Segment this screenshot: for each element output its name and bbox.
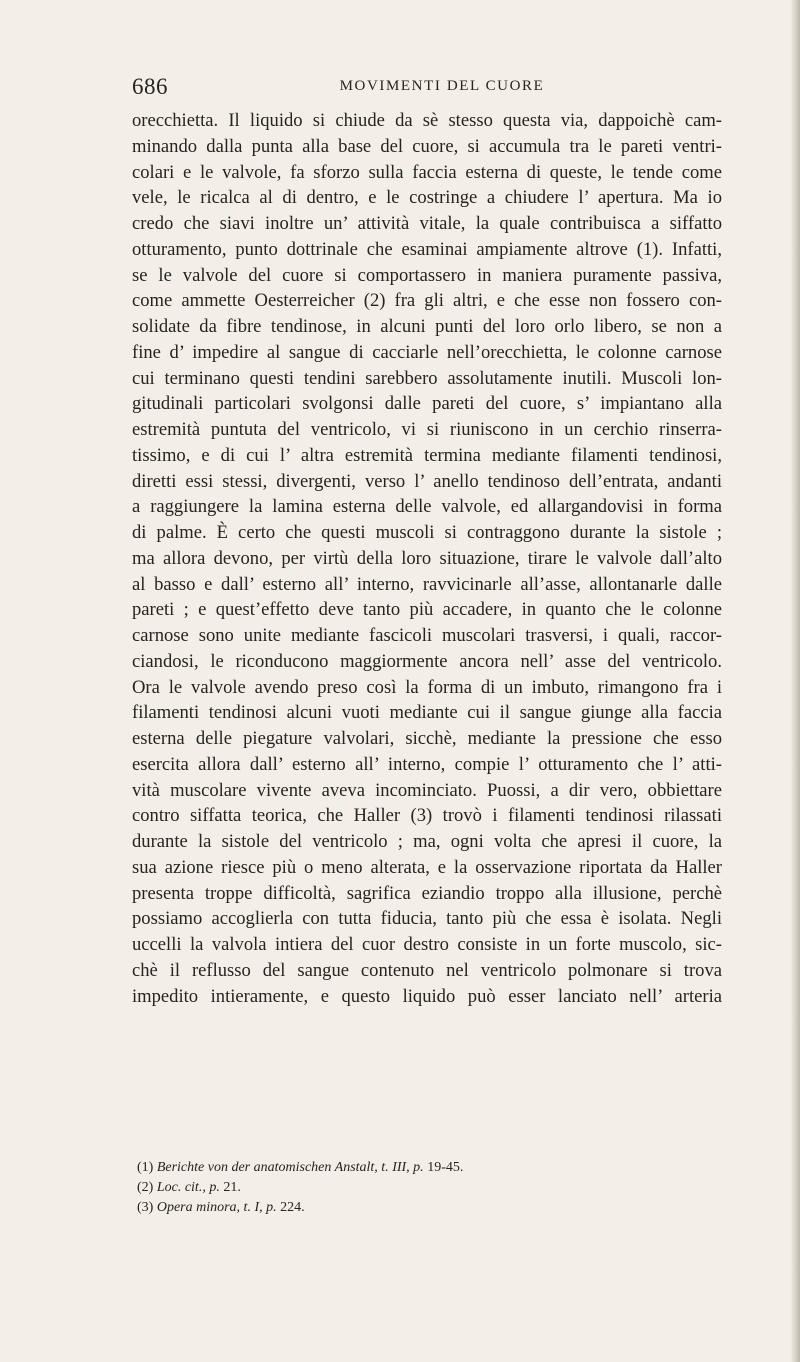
text-line: carnose sono unite mediante fascicoli muscolari trasversi, i quali, raccor- [132, 625, 722, 646]
text-line: diretti essi stessi, divergenti, verso l’ anello tendinoso dell’entrata, andanti [132, 470, 722, 492]
text-line: di palme. È certo che questi muscoli si contraggono durante la sistole ; [132, 522, 722, 543]
text-line: otturamento, punto dottrinale che esaminai ampiamente altrove (1). Infatti, [132, 238, 722, 260]
text-line: credo che siavi inoltre un’ attività vitale, la quale contribuisca a siffatto [132, 213, 722, 234]
text-line: come ammette Oesterreicher (2) fra gli altri, e che esse non fossero con- [132, 290, 722, 312]
text-line: esercita allora dall’ esterno all’ interno, compie l’ otturamento che l’ atti- [132, 753, 722, 775]
footnote-citation: Opera minora, t. I, p. [156, 1200, 277, 1215]
text-line: gitudinali particolari svolgonsi dalle pareti del cuore, s’ impiantano alla [132, 393, 722, 415]
page-number: 686 [132, 74, 168, 99]
text-line: vele, le ricalca al di dentro, e le costringe a chiudere l’ apertura. Ma io [132, 187, 722, 209]
footnote [137, 1158, 722, 1178]
footnote-mark: (2) [137, 1180, 154, 1195]
text-line: filamenti tendinosi alcuni vuoti mediante cui il sangue giunge alla faccia [132, 702, 722, 724]
text-line: possiamo accoglierla con tutta fiducia, tanto più che essa è isolata. Negli [132, 908, 722, 930]
text-line: ma allora devono, per virtù della loro situazione, tirare le valvole dall’alto [132, 547, 722, 569]
text-line: se le valvole del cuore si comportassero in maniera puramente passiva, [132, 264, 722, 286]
text-line: ciandosi, le riconducono maggiormente ancora nell’ asse del ventricolo. [132, 650, 722, 672]
text-line: presenta troppe difficoltà, sagrifica eziandio troppo alla illusione, perchè [132, 882, 722, 904]
text-line: minando dalla punta alla base del cuore, si accumula tra le pareti ventri- [132, 135, 722, 157]
footnote-citation: Berichte von der anatomischen Anstalt, t. III, p. [156, 1160, 424, 1175]
text-line: pareti ; e quest’effetto deve tanto più accadere, in quanto che le colonne [132, 599, 722, 621]
footnote-pages: 21. [223, 1180, 241, 1195]
text-line: uccelli la valvola intiera del cuor destro consiste in un forte muscolo, sic- [132, 934, 722, 955]
footnote-mark: (3) [137, 1200, 154, 1215]
text-line: cui terminano questi tendini sarebbero assolutamente inutili. Muscoli lon- [132, 367, 722, 389]
text-line: estremità puntuta del ventricolo, vi si riuniscono in un cerchio rinserra- [132, 419, 722, 440]
running-title: MOVIMENTI DEL CUORE [339, 78, 545, 94]
text-line: impedito intieramente, e questo liquido può esser lanciato nell’ arteria [132, 985, 722, 1007]
footnote-mark: (1) [137, 1160, 154, 1175]
footnote-pages: 19-45. [427, 1160, 464, 1175]
text-line: sua azione riesce più o meno alterata, e la osservazione riportata da Haller [132, 856, 722, 878]
body-text [132, 108, 722, 1009]
text-line: fine d’ impedire al sangue di cacciarle nell’orecchietta, le colonne carnose [132, 341, 722, 363]
footnote [137, 1178, 722, 1198]
footnote-citation: Loc. cit., p. [156, 1180, 220, 1195]
text-line: a raggiungere la lamina esterna delle valvole, ed allargandovisi in forma [132, 496, 722, 518]
text-line: durante la sistole del ventricolo ; ma, ogni volta che apresi il cuore, la [132, 831, 722, 852]
page-edge-shadow [790, 0, 800, 1362]
text-line: orecchietta. Il liquido si chiude da sè stesso questa via, dappoichè cam- [132, 110, 722, 131]
text-line: solidate da fibre tendinose, in alcuni punti del loro orlo libero, se non a [132, 316, 722, 337]
text-line: colari e le valvole, fa sforzo sulla faccia esterna di queste, le tende come [132, 161, 722, 183]
footnotes [137, 1158, 722, 1218]
text-line: esterna delle piegature valvolari, sicchè, mediante la pressione che esso [132, 728, 722, 749]
page-header [132, 74, 722, 104]
text-line: Ora le valvole avendo preso così la forma di un imbuto, rimangono fra i [132, 676, 722, 698]
footnote [137, 1198, 722, 1218]
text-line: al basso e dall’ esterno all’ interno, ravvicinarle all’asse, allontanarle dalle [132, 573, 722, 595]
text-line: tissimo, e di cui l’ altra estremità termina mediante filamenti tendinosi, [132, 444, 722, 466]
text-line: contro siffatta teorica, che Haller (3) trovò i filamenti tendinosi rilassati [132, 805, 722, 827]
text-line: vità muscolare vivente aveva incominciato. Puossi, a dir vero, obbiettare [132, 779, 722, 801]
text-line: chè il reflusso del sangue contenuto nel ventricolo polmonare si trova [132, 959, 722, 981]
footnote-pages: 224. [280, 1200, 305, 1215]
